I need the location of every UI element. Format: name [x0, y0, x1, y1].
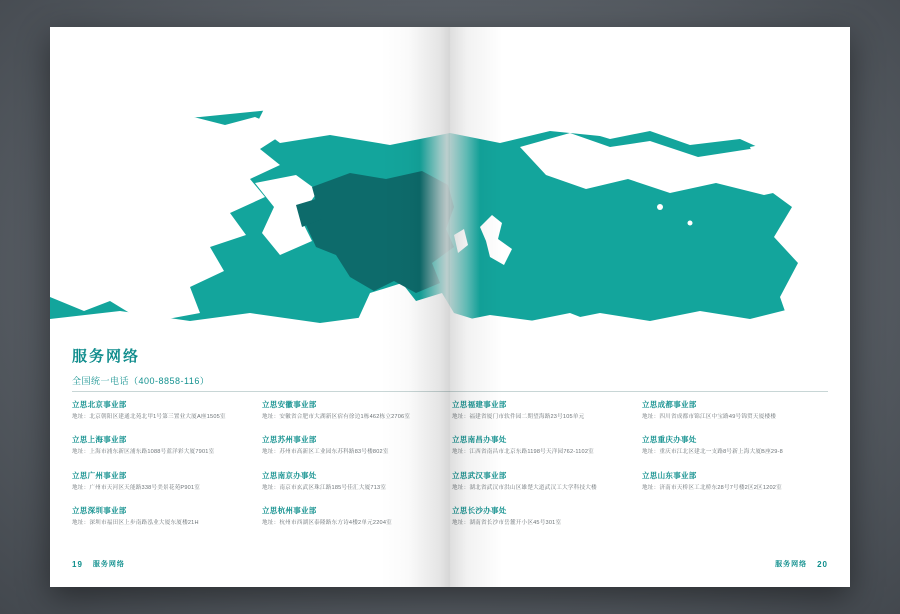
office-entry: [262, 470, 440, 492]
divider: [72, 391, 828, 392]
footer-label-left: 服务网络: [92, 561, 125, 568]
page-title: 服务网络: [72, 348, 141, 365]
office-address: 地址：北京朝阳区建通北苑北甲1号第三置业大厦A座1505室: [72, 414, 226, 420]
office-address: 地址：四川省成都市锦江区中宝路49号锦贸天厦楼楼: [642, 414, 777, 420]
office-address: 地址：重庆市江北区建北一支路8号新上海大厦B座29-8: [642, 449, 783, 456]
world-map-icon: [50, 87, 850, 337]
office-address: 地址：杭州市西湖区泰隆路东方诗4楼2单元2204室: [262, 520, 392, 527]
office-address: 地址：济南市天桥区工北桥东28号7号楼2区2区1202室: [642, 484, 782, 491]
footer-label-right: 服务网络: [775, 561, 808, 568]
office-address: 地址：上海市浦东新区浦东路1088号蓝洋彩大厦7901室: [72, 449, 215, 456]
office-name: 立思广州事业部: [72, 470, 127, 480]
office-address: 地址：福建省厦门市软件园二期望海路23号105单元: [452, 414, 585, 420]
office-entry: [452, 505, 630, 527]
office-entry: [452, 470, 630, 492]
office-column-2: [262, 399, 452, 541]
office-name: 立思北京事业部: [72, 400, 127, 409]
page-number-left: 19: [72, 559, 83, 569]
office-entry: [72, 470, 250, 492]
office-address: 地址：江西省南昌市北京东路1198号天洋园762-1102室: [452, 449, 594, 456]
office-entry: [262, 399, 440, 421]
brochure-spread: [50, 27, 850, 587]
office-entry: [262, 434, 440, 456]
office-name: 立思上海事业部: [72, 435, 127, 445]
office-address: 地址：南京市玄武区珠江路185号佳汇大厦713室: [262, 484, 387, 491]
office-entry: [262, 505, 440, 527]
hotline-text: 全国统一电话（400-8858-116）: [72, 376, 210, 386]
office-column-1: [72, 399, 262, 541]
office-address: 地址：湖南省长沙市岳麓开小区45号301室: [452, 520, 562, 527]
office-name: 立思重庆办事处: [642, 435, 697, 445]
office-address: 地址：安徽省合肥市大湖新区宿有徐边1栋462栋立2706室: [262, 414, 411, 420]
office-name: 立思安徽事业部: [262, 400, 317, 409]
office-name: 立思杭州事业部: [262, 506, 317, 516]
office-address: 地址：湖北省武汉市洪山区雄楚大道武汉工大学科技大楼: [452, 484, 597, 491]
contact-section: [50, 337, 850, 587]
office-name: 立思长沙办事处: [452, 506, 507, 516]
office-columns: [72, 399, 832, 541]
office-name: 立思福建事业部: [452, 400, 507, 409]
office-name: 立思南昌办事处: [452, 435, 507, 445]
office-name: 立思南京办事处: [262, 470, 317, 480]
office-entry: [72, 505, 250, 527]
page-number-right: 20: [817, 559, 828, 569]
office-entry: [452, 399, 630, 421]
footer-left: [72, 559, 125, 569]
office-entry: [642, 434, 820, 456]
office-entry: [642, 470, 820, 492]
office-address: 地址：广州市天河区天能路338号美景花苑P901室: [72, 484, 201, 491]
map-illustration: [50, 87, 850, 337]
office-column-4: [642, 399, 832, 541]
office-entry: [72, 434, 250, 456]
office-name: 立思苏州事业部: [262, 435, 317, 445]
office-entry: [642, 399, 820, 421]
office-name: 立思山东事业部: [642, 470, 697, 480]
office-name: 立思成都事业部: [642, 400, 697, 409]
office-entry: [452, 434, 630, 456]
office-column-3: [452, 399, 642, 541]
office-name: 立思深圳事业部: [72, 506, 127, 516]
office-address: 地址：苏州市高新区工业园东苏科路83号楼802室: [262, 449, 389, 456]
footer-right: [775, 559, 828, 569]
office-entry: [72, 399, 250, 421]
office-address: 地址：深圳市福田区上步南路泓业大厦东厦楼21H: [72, 520, 199, 527]
office-name: 立思武汉事业部: [452, 470, 507, 480]
